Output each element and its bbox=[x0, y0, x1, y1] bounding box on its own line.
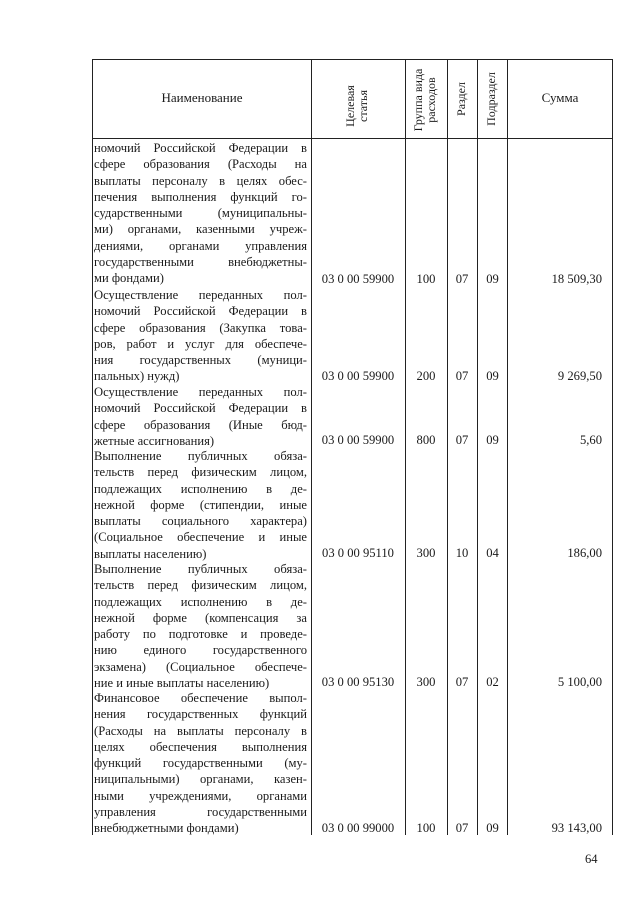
name-line: пальных) нужд) bbox=[94, 369, 180, 384]
name-line: работу по подготовке и проведе- bbox=[94, 627, 307, 642]
name-line: управления государственными bbox=[94, 805, 307, 820]
name-line: ми) органами, казенными учреж- bbox=[94, 222, 307, 237]
row-4-subsection: 04 bbox=[486, 546, 499, 560]
header-sum: Сумма bbox=[541, 90, 579, 105]
name-line: печения выполнения функций го- bbox=[94, 189, 307, 204]
row-6-sum: 93 143,00 bbox=[551, 821, 602, 835]
row-2-name bbox=[94, 287, 307, 385]
header-name: Наименование bbox=[161, 90, 243, 105]
name-line: Выполнение публичных обяза- bbox=[94, 449, 307, 463]
name-line: жетные ассигнования) bbox=[94, 433, 215, 448]
name-line: (Расходы на выплаты персоналу в bbox=[94, 723, 307, 738]
row-3-sum: 5,60 bbox=[579, 433, 602, 447]
name-line: Осуществление переданных пол- bbox=[94, 288, 307, 302]
col-border-left bbox=[92, 59, 93, 835]
name-line: нения государственных функций bbox=[94, 707, 307, 722]
name-line: выплаты населению) bbox=[94, 546, 207, 561]
name-line: подлежащих исполнению в де- bbox=[94, 594, 307, 609]
name-line: ными учреждениями, органами bbox=[94, 788, 307, 803]
header-group-line2: расходов bbox=[424, 77, 438, 123]
name-line: нежной форме (стипендии, иные bbox=[94, 497, 307, 512]
name-line: сфере образования (Иные бюд- bbox=[94, 417, 307, 432]
name-line: Финансовое обеспечение выпол- bbox=[94, 691, 307, 705]
row-1-group: 100 bbox=[416, 272, 436, 286]
name-line: экзамена) (Социальное обеспече- bbox=[94, 659, 307, 674]
header-target-line2: статья bbox=[356, 90, 370, 122]
name-line: (Социальное обеспечение и иные bbox=[94, 530, 307, 545]
row-3-group: 800 bbox=[416, 433, 436, 447]
name-line: Осуществление переданных пол- bbox=[94, 385, 307, 399]
header-group-line1: Группа вида bbox=[411, 68, 425, 132]
row-5-name bbox=[94, 561, 307, 691]
row-6-name bbox=[94, 690, 307, 837]
row-5-subsection: 02 bbox=[486, 675, 499, 689]
name-line: выплаты социального характера) bbox=[94, 514, 307, 529]
name-line: номочий Российской Федерации в bbox=[94, 141, 307, 155]
row-4-section: 10 bbox=[455, 546, 469, 560]
row-2-sum: 9 269,50 bbox=[557, 369, 602, 383]
row-4-group: 300 bbox=[416, 546, 436, 560]
row-2-section: 07 bbox=[455, 369, 469, 383]
row-1-name bbox=[94, 140, 307, 287]
table-top-border bbox=[92, 59, 613, 60]
row-2-group: 200 bbox=[416, 369, 436, 383]
header-target-article bbox=[344, 66, 372, 146]
name-line: тельств перед физическим лицом, bbox=[94, 578, 307, 593]
header-expense-group bbox=[412, 60, 440, 140]
row-4-code: 03 0 00 95110 bbox=[322, 546, 394, 560]
name-line: Выполнение публичных обяза- bbox=[94, 562, 307, 576]
row-1-section: 07 bbox=[455, 272, 469, 286]
name-line: ниципальными) органами, казен- bbox=[94, 772, 307, 787]
row-2-code: 03 0 00 59900 bbox=[321, 369, 395, 383]
name-line: ния государственных (муници- bbox=[94, 353, 307, 368]
row-3-section: 07 bbox=[455, 433, 469, 447]
row-3-subsection: 09 bbox=[486, 433, 499, 447]
name-line: целях обеспечения выполнения bbox=[94, 739, 307, 754]
row-5-sum: 5 100,00 bbox=[557, 675, 602, 689]
row-6-subsection: 09 bbox=[486, 821, 499, 835]
name-line: номочий Российской Федерации в bbox=[94, 304, 307, 319]
name-line: ров, работ и услуг для обеспече- bbox=[94, 336, 307, 351]
col-border-right bbox=[612, 59, 613, 835]
row-5-code: 03 0 00 95130 bbox=[321, 675, 395, 689]
name-line: государственными внебюджетны- bbox=[94, 255, 307, 270]
row-2-subsection: 09 bbox=[486, 369, 499, 383]
name-line: функций государственными (му- bbox=[94, 756, 307, 771]
row-6-code: 03 0 00 99000 bbox=[321, 821, 395, 835]
name-line: выплаты персоналу в целях обес- bbox=[94, 173, 307, 188]
name-line: тельств перед физическим лицом, bbox=[94, 465, 307, 480]
name-line: ми фондами) bbox=[94, 271, 164, 286]
row-4-name bbox=[94, 448, 307, 562]
name-line: сударственными (муниципальны- bbox=[94, 206, 307, 221]
row-3-code: 03 0 00 59900 bbox=[321, 433, 395, 447]
name-line: номочий Российской Федерации в bbox=[94, 401, 307, 416]
name-line: подлежащих исполнению в де- bbox=[94, 481, 307, 496]
name-line: сфере образования (Расходы на bbox=[94, 157, 307, 172]
name-line: нежной форме (компенсация за bbox=[94, 610, 307, 625]
row-1-code: 03 0 00 59900 bbox=[321, 272, 395, 286]
name-line: внебюджетными фондами) bbox=[94, 821, 239, 836]
row-1-subsection: 09 bbox=[486, 272, 499, 286]
row-4-sum: 186,00 bbox=[567, 546, 602, 560]
header-subsection: Подраздел bbox=[484, 72, 498, 126]
row-3-name bbox=[94, 384, 307, 449]
header-section: Раздел bbox=[454, 82, 468, 116]
row-6-group: 100 bbox=[416, 821, 436, 835]
row-6-section: 07 bbox=[455, 821, 469, 835]
name-line: ние и иные выплаты населению) bbox=[94, 676, 270, 691]
name-line: дениями, органами управления bbox=[94, 238, 307, 253]
name-line: нию единого государственного bbox=[94, 643, 307, 658]
row-5-group: 300 bbox=[416, 675, 436, 689]
row-5-section: 07 bbox=[455, 675, 469, 689]
row-1-sum: 18 509,30 bbox=[551, 272, 602, 286]
name-line: сфере образования (Закупка това- bbox=[94, 320, 307, 335]
page-number: 64 bbox=[585, 852, 598, 866]
header-target-line1: Целевая bbox=[343, 85, 357, 127]
